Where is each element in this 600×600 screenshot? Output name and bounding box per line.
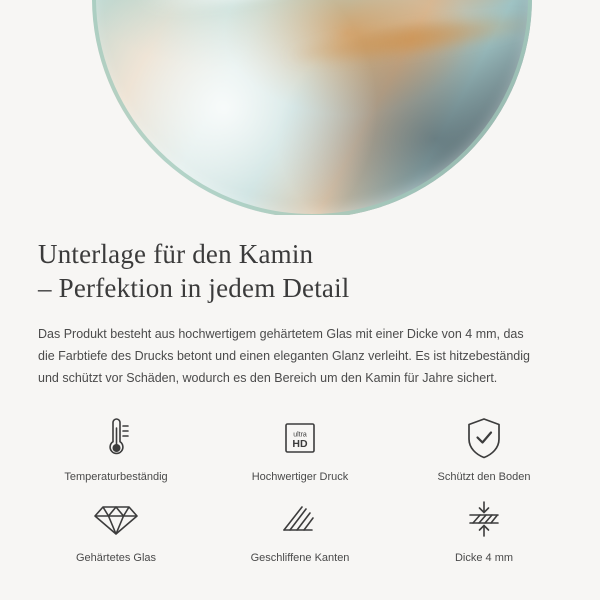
glass-edge-highlight	[92, 0, 532, 215]
feature-polished-edges	[208, 496, 392, 565]
svg-text:HD: HD	[292, 438, 308, 450]
feature-tempered-glass	[24, 496, 208, 565]
polished-edges-icon	[278, 496, 322, 542]
text-block	[0, 215, 600, 389]
feature-label: Hochwertiger Druck	[251, 471, 349, 483]
feature-thickness	[392, 496, 576, 565]
feature-label: Geschliffene Kanten	[250, 552, 350, 564]
thickness-arrows-icon	[462, 496, 506, 542]
feature-floor-protection	[392, 415, 576, 484]
thermometer-icon	[96, 415, 136, 461]
page-title	[38, 237, 562, 305]
svg-text:ultra: ultra	[293, 431, 307, 439]
headline-line-1: Unterlage für den Kamin	[38, 239, 314, 269]
feature-high-quality-print	[208, 415, 392, 484]
feature-temperature-resistant	[24, 415, 208, 484]
feature-label: Temperaturbeständig	[64, 471, 168, 483]
feature-label: Gehärtetes Glas	[75, 552, 157, 564]
glass-disc-graphic	[92, 0, 532, 215]
feature-label: Dicke 4 mm	[454, 552, 514, 564]
diamond-icon	[93, 496, 139, 542]
shield-check-icon	[464, 415, 504, 461]
description-paragraph: Das Produkt besteht aus hochwertigem gehärtetem Glas mit einer Dicke von 4 mm, das die Farbtiefe des Drucks betont und einen eleganten Glanz verleiht. Es ist hitzebeständig und schützt vor Schäden, wodurch es den Bereich um den Kamin für Jahre sichert.	[38, 327, 530, 385]
headline-line-2: – Perfektion in jedem Detail	[38, 273, 350, 303]
feature-label: Schützt den Boden	[437, 471, 531, 483]
hero-image	[0, 0, 600, 215]
feature-grid	[0, 415, 600, 565]
ultra-hd-icon	[278, 415, 322, 461]
